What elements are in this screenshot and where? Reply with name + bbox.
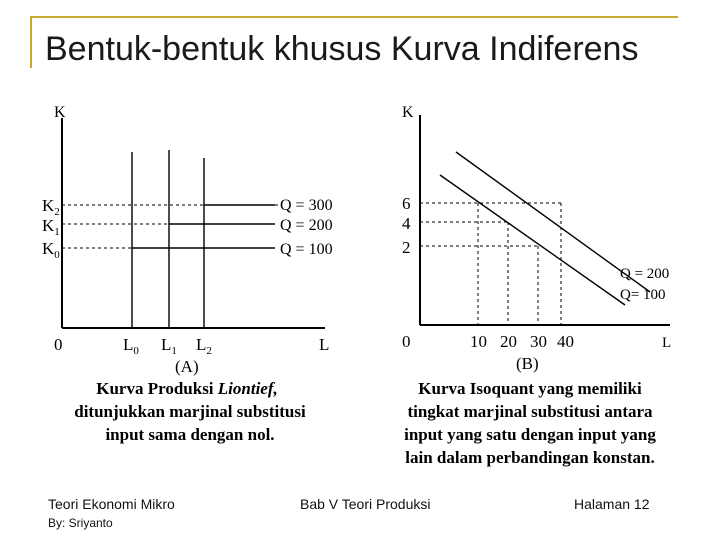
panel-a-caption-line1: Kurva Produksi Liontief, [96, 379, 278, 398]
panel-a-label: (A) [175, 357, 199, 376]
panel-a-caption-line3: input sama dengan nol. [105, 425, 275, 444]
panel-b-tick-l20: 20 [500, 332, 517, 351]
panel-b-tick-k2: 2 [402, 238, 411, 257]
footer-author: By: Sriyanto [48, 516, 113, 530]
slide-title: Bentuk-bentuk khusus Kurva Indiferens [45, 30, 639, 68]
panel-b-x-axis-label: L [662, 335, 672, 351]
panel-a-curve-label-200: Q = 200 [280, 217, 333, 234]
panel-b-origin: 0 [402, 332, 411, 351]
panel-a-origin: 0 [54, 335, 63, 354]
panel-b-tick-l10: 10 [470, 332, 487, 351]
panel-a-curve-label-100: Q = 100 [280, 241, 333, 258]
footer-chapter: Bab V Teori Produksi [300, 496, 431, 512]
panel-a [42, 104, 333, 444]
panel-a-y-axis-label: K [54, 104, 66, 121]
panel-a-x-axis-label: L [319, 335, 330, 354]
panel-b-tick-l40: 40 [557, 332, 574, 351]
panel-b-label: (B) [516, 354, 539, 373]
panel-a-tick-k2: $K_2$ [42, 196, 60, 218]
panel-a-tick-k1: $K_1$ [42, 216, 60, 238]
footer-course: Teori Ekonomi Mikro [48, 496, 175, 512]
panel-a-caption-line2: ditunjukkan marjinal substitusi [74, 402, 306, 421]
panel-b [402, 104, 671, 467]
panel-b-isoquant-q100 [440, 175, 625, 305]
panel-a-tick-l1: $L_1$ [161, 335, 177, 357]
panel-b-curve-label-200: Q = 200 [620, 266, 670, 282]
panel-b-caption-line1: Kurva Isoquant yang memiliki [418, 379, 642, 398]
panel-a-curve-label-300: Q = 300 [280, 197, 333, 214]
panel-b-y-axis-label: K [402, 104, 414, 121]
panel-a-tick-k0: $K_0$ [42, 239, 60, 261]
panel-a-tick-l2: $L_2$ [196, 335, 212, 357]
panel-b-tick-k4: 4 [402, 214, 411, 233]
footer-page-number: Halaman 12 [574, 496, 650, 512]
panel-b-tick-k6: 6 [402, 194, 411, 213]
panel-b-tick-l30: 30 [530, 332, 547, 351]
panel-a-tick-l0: $L_0$ [123, 335, 139, 357]
panel-b-curve-label-100: Q= 100 [620, 287, 666, 303]
panel-b-caption-line4: lain dalam perbandingan konstan. [405, 448, 655, 467]
panel-b-caption-line3: input yang satu dengan input yang [404, 425, 656, 444]
panel-b-caption-line2: tingkat marjinal substitusi antara [407, 402, 653, 421]
